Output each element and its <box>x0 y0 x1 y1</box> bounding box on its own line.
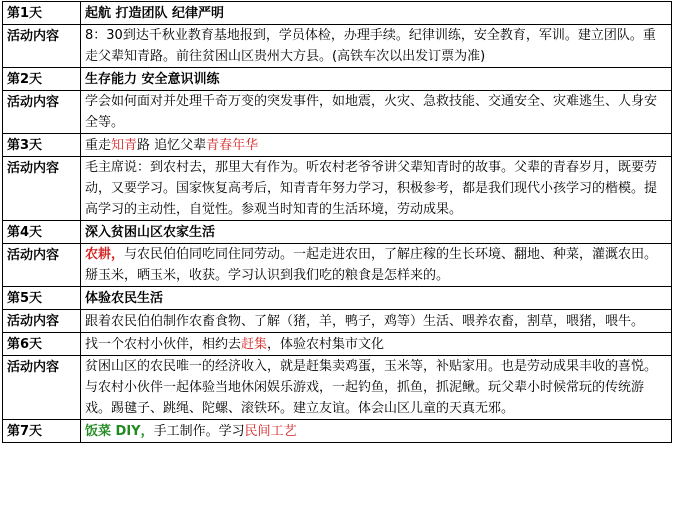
title-highlight: 民间工艺 <box>244 423 297 439</box>
day-label: 第6天 <box>3 333 81 356</box>
activity-content: 贫困山区的农民唯一的经济收入，就是赶集卖鸡蛋，玉米等，补贴家用。也是劳动成果丰收的喜悦。与农村小伙伴一起体验当地休闲娱乐游戏，一起钓鱼，抓鱼，抓泥鳅。玩父辈小时候常玩的传统游戏。踢毽子、跳绳、陀螺、滚铁环。建立友谊。体会山区儿童的天真无邪。 <box>81 356 672 420</box>
activity-content: 毛主席说：到农村去，那里大有作为。听农村老爷爷讲父辈知青时的故事。父辈的青春岁月，既要劳动，又要学习。国家恢复高考后，知青青年努力学习，积极参考，都是我们现代小孩学习的楷模。提高学习的主动性，自觉性。参观当时知青的生活环境，劳动成果。 <box>81 157 672 221</box>
day-label: 第1天 <box>3 2 81 25</box>
activity-lead: 农耕， <box>85 247 125 262</box>
day-5-row <box>3 287 672 310</box>
title-part: ，体验农村集市文化 <box>267 336 385 352</box>
activity-label: 活动内容 <box>3 310 81 333</box>
schedule-table <box>2 1 672 443</box>
day-label: 第3天 <box>3 134 81 157</box>
day-label: 第4天 <box>3 221 81 244</box>
day-2-row <box>3 68 672 91</box>
activity-label: 活动内容 <box>3 244 81 287</box>
title-part: 重走 <box>85 137 112 153</box>
day-3-row <box>3 134 672 157</box>
title-part: 路 追忆父辈 <box>137 137 207 153</box>
title-part: 手工制作。学习 <box>153 423 245 439</box>
activity-label: 活动内容 <box>3 157 81 221</box>
day-label: 第5天 <box>3 287 81 310</box>
title-highlight: 赶集 <box>241 336 268 352</box>
activity-label: 活动内容 <box>3 25 81 68</box>
activity-content <box>81 244 672 287</box>
title-part: 找一个农村小伙伴，相约去 <box>85 336 242 352</box>
activity-row <box>3 310 672 333</box>
activity-row <box>3 91 672 134</box>
activity-row <box>3 356 672 420</box>
title-highlight: 青春年华 <box>206 137 259 153</box>
activity-label: 活动内容 <box>3 356 81 420</box>
day-7-row <box>3 420 672 443</box>
day-label: 第7天 <box>3 420 81 443</box>
activity-content: 跟着农民伯伯制作农畜食物、了解（猪，羊，鸭子，鸡等）生活、喂养农畜，割草，喂猪，喂牛。 <box>81 310 672 333</box>
activity-row <box>3 157 672 221</box>
day-title <box>81 333 672 356</box>
activity-row <box>3 244 672 287</box>
day-title: 深入贫困山区农家生活 <box>81 221 672 244</box>
day-1-row <box>3 2 672 25</box>
activity-text: 与农民伯伯同吃同住同劳动。一起走进农田，了解庄稼的生长环境、翻地、种菜，灌溉农田。掰玉米，晒玉米，收获。学习认识到我们吃的粮食是怎样来的。 <box>85 247 658 283</box>
day-title: 体验农民生活 <box>81 287 672 310</box>
day-title: 起航 打造团队 纪律严明 <box>81 2 672 25</box>
day-title: 生存能力 安全意识训练 <box>81 68 672 91</box>
day-4-row <box>3 221 672 244</box>
day-title <box>81 420 672 443</box>
title-part: 饭菜 DIY， <box>85 423 154 439</box>
day-6-row <box>3 333 672 356</box>
title-highlight: 知青 <box>111 137 138 153</box>
activity-row <box>3 25 672 68</box>
day-label: 第2天 <box>3 68 81 91</box>
day-title <box>81 134 672 157</box>
activity-content: 8：30到达千秋业教育基地报到，学员体检，办理手续。纪律训练，安全教育，军训。建立团队。重走父辈知青路。前往贫困山区贵州大方县。(高铁车次以出发订票为准) <box>81 25 672 68</box>
activity-content: 学会如何面对并处理千奇万变的突发事件，如地震，火灾、急救技能、交通安全、灾难逃生、人身安全等。 <box>81 91 672 134</box>
activity-label: 活动内容 <box>3 91 81 134</box>
